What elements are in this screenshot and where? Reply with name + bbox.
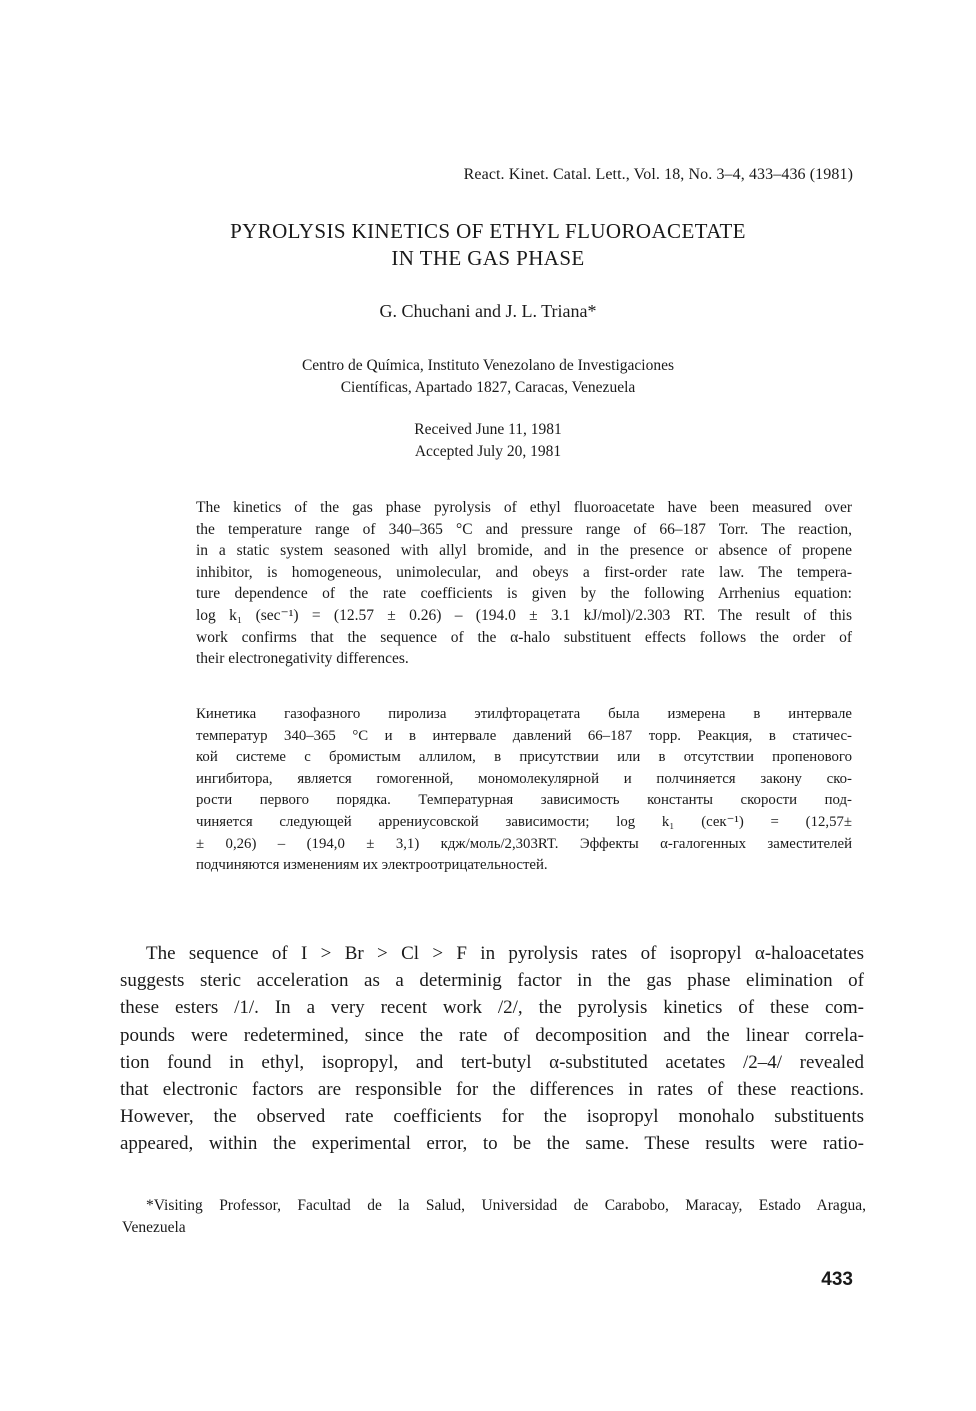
affiliation-line-2: Científicas, Apartado 1827, Caracas, Venezuela bbox=[340, 379, 636, 396]
abstract-en-line: ture dependence of the rate coefficients is given by the following Arrhenius equation: bbox=[196, 585, 852, 603]
title-line-2: IN THE GAS PHASE bbox=[391, 246, 585, 270]
abstract-ru-line: ингибитора, является гомогенной, мономолекулярной и полчиняется закону ско- bbox=[196, 770, 852, 787]
body-line: The sequence of I > Br > Cl > F in pyrolysis rates of isopropyl α-haloacetates bbox=[146, 943, 864, 964]
affiliation-line-1: Centro de Química, Instituto Venezolano de Investigaciones bbox=[301, 357, 675, 374]
abstract-en-line: in a static system seasoned with allyl bromide, and in the presence or absence of propene bbox=[196, 542, 852, 560]
publication-dates bbox=[0, 419, 976, 463]
abstract-ru-line: рости первого порядка. Температурная зависимость константы скорости под- bbox=[196, 792, 852, 809]
abstract-ru-line: Кинетика газофазного пиролиза этилфторацетата была измерена в интервале bbox=[196, 706, 852, 722]
body-line: pounds were redetermined, since the rate of decomposition and the linear correla- bbox=[120, 1024, 864, 1046]
abstract-en-line: The kinetics of the gas phase pyrolysis of ethyl fluoroacetate have been measured over bbox=[196, 499, 852, 516]
journal-citation: React. Kinet. Catal. Lett., Vol. 18, No. 3–4, 433–436 (1981) bbox=[463, 166, 853, 183]
page-number: 433 bbox=[821, 1269, 853, 1290]
abstract-ru-line: кой системе с бромистым аллилом, в присутствии или в отсутствии пропенового bbox=[196, 749, 852, 766]
body-line: However, the observed rate coefficients for the isopropyl monohalo substituents bbox=[120, 1106, 864, 1128]
body-line: appeared, within the experimental error, to be the same. These results were ratio- bbox=[120, 1133, 864, 1155]
abstract-en-line: their electronegativity differences. bbox=[196, 650, 409, 668]
body-paragraph bbox=[120, 940, 864, 1158]
title-line-1: PYROLYSIS KINETICS OF ETHYL FLUOROACETATE bbox=[230, 219, 746, 243]
abstract-en-line: log k₁ (sec⁻¹) = (12.57 ± 0.26) – (194.0 ± 3.1 kJ/mol)/2.303 RT. The result of this bbox=[196, 606, 852, 624]
body-line: these esters /1/. In a very recent work /2/, the pyrolysis kinetics of these com- bbox=[120, 997, 864, 1019]
authors: G. Chuchani and J. L. Triana* bbox=[379, 301, 597, 321]
abstract-ru-line: ± 0,26) – (194,0 ± 3,1) кдж/моль/2,303RT. Эффекты α-галогенных заместителей bbox=[196, 835, 852, 852]
abstract-ru-line: подчиняются изменениям их электроотрицательностей. bbox=[196, 857, 548, 874]
body-line: that electronic factors are responsible for the differences in rates of these reactions. bbox=[120, 1079, 864, 1101]
body-line: tion found in ethyl, isopropyl, and tert-butyl α-substituted acetates /2–4/ revealed bbox=[120, 1051, 864, 1073]
abstract-russian bbox=[196, 704, 852, 877]
affiliation bbox=[0, 355, 976, 399]
abstract-english bbox=[196, 497, 852, 670]
abstract-ru-line: температур 340–365 °С и в интервале давлений 66–187 торр. Реакция, в статичес- bbox=[196, 727, 852, 744]
abstract-en-line: inhibitor, is homogeneous, unimolecular, and obeys a first-order rate law. The tempera- bbox=[196, 563, 852, 581]
footnote-line-1: *Visiting Professor, Facultad de la Salud, Universidad de Carabobo, Maracay, Estado Aragua, bbox=[146, 1197, 866, 1214]
abstract-en-line: work confirms that the sequence of the α-halo substituent effects follows the order of bbox=[196, 628, 852, 646]
footnote bbox=[122, 1195, 866, 1239]
accepted-date: Accepted July 20, 1981 bbox=[414, 443, 562, 460]
received-date: Received June 11, 1981 bbox=[414, 421, 562, 438]
abstract-ru-line: чиняется следующей аррениусовской зависимости; log k₁ (сек⁻¹) = (12,57± bbox=[196, 813, 852, 830]
abstract-en-line: the temperature range of 340–365 °C and pressure range of 66–187 Torr. The reaction, bbox=[196, 520, 852, 538]
footnote-line-2: Venezuela bbox=[122, 1219, 186, 1236]
body-line: suggests steric acceleration as a determinig factor in the gas phase elimination of bbox=[120, 970, 864, 992]
paper-title bbox=[0, 218, 976, 272]
